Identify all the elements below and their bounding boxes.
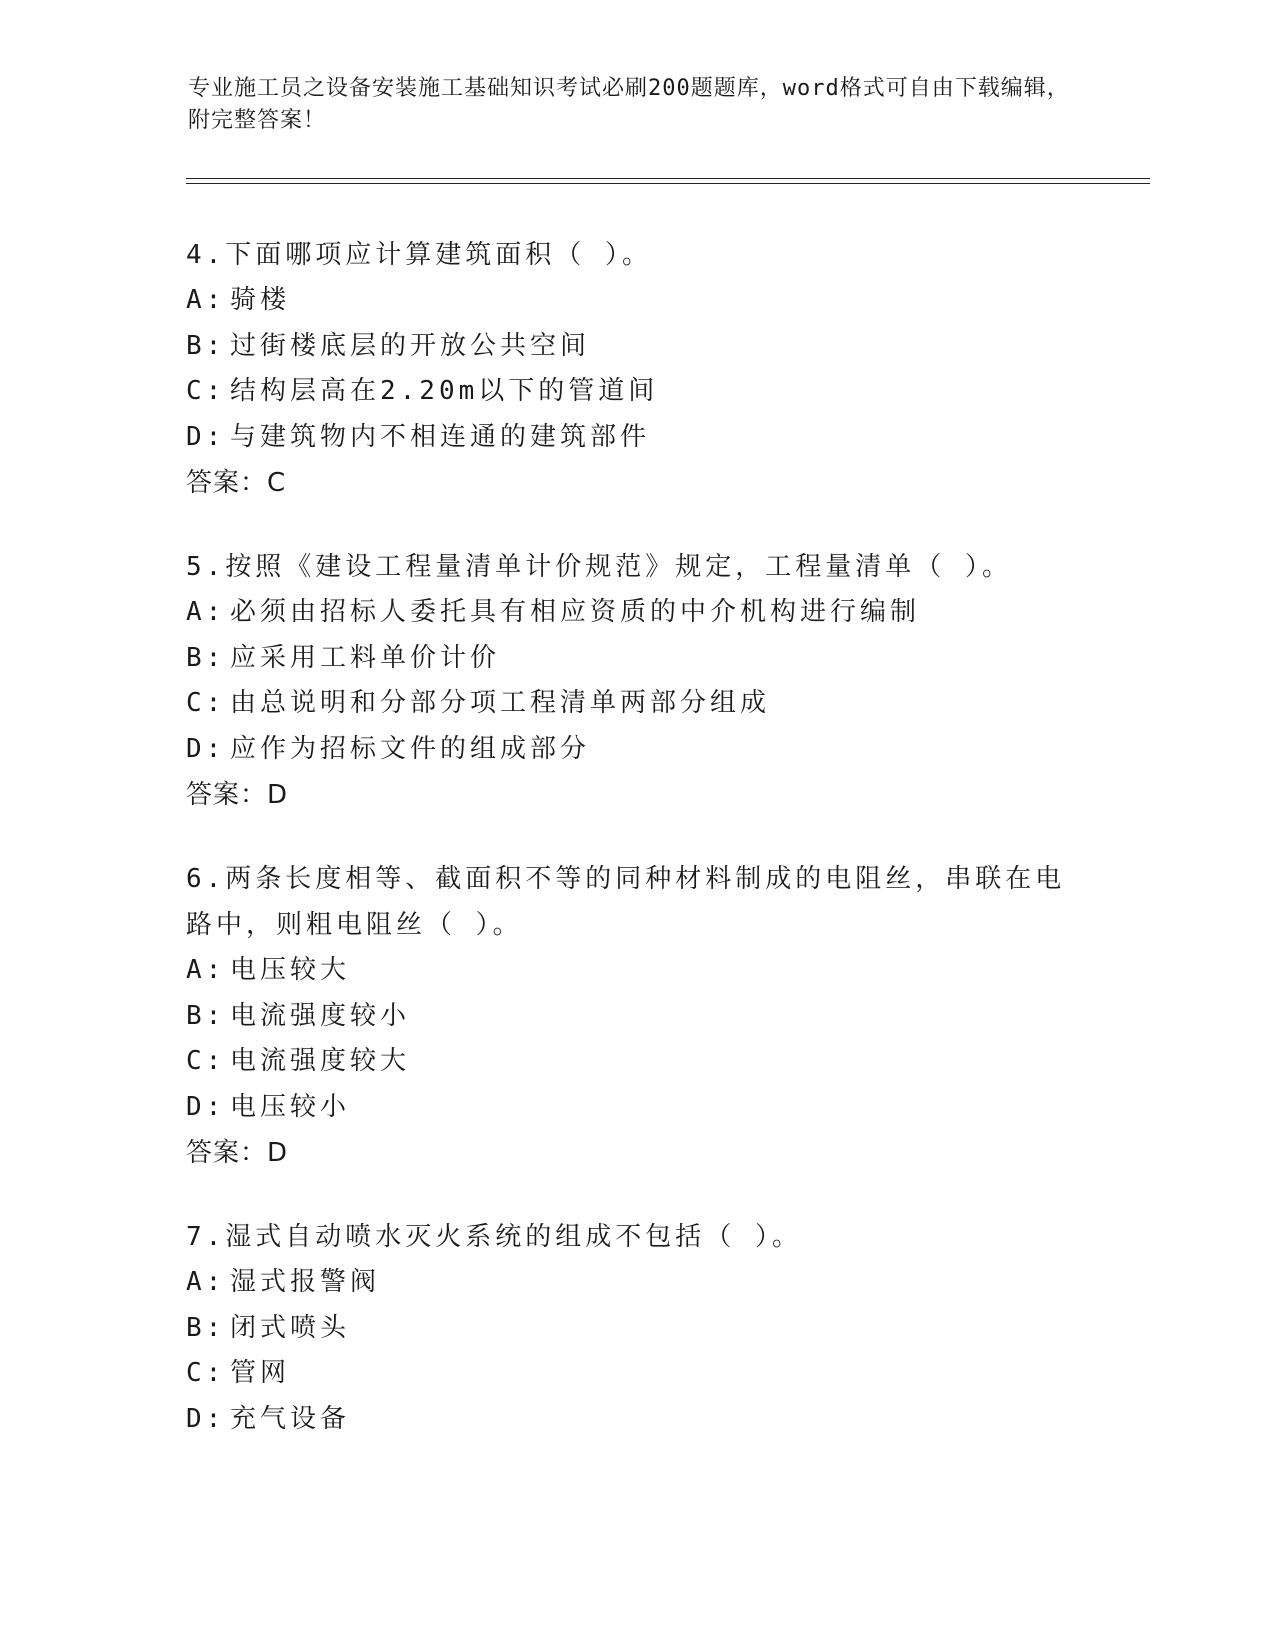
option-b xyxy=(186,1306,1086,1352)
question-stem: 7.湿式自动喷水灭火系统的组成不包括（ ）。 xyxy=(186,1222,802,1252)
option-key: C: xyxy=(186,1358,226,1388)
option-c xyxy=(186,681,1086,727)
option-key: A: xyxy=(186,1267,226,1297)
option-b xyxy=(186,324,1086,370)
option-c xyxy=(186,1039,1086,1085)
question-7 xyxy=(186,1214,1086,1442)
option-text: 电压较小 xyxy=(230,1091,351,1122)
question-4 xyxy=(186,232,1086,506)
option-text: 管网 xyxy=(230,1358,291,1388)
option-key: A: xyxy=(186,955,226,985)
question-stem: 6.两条长度相等、截面积不等的同种材料制成的电阻丝，串联在电路中，则粗电阻丝（ ）。 xyxy=(186,864,1066,940)
option-key: B: xyxy=(186,1000,226,1031)
option-a xyxy=(186,948,1086,994)
option-text: 由总说明和分部分项工程清单两部分组成 xyxy=(230,688,771,718)
option-text: 电压较大 xyxy=(230,955,351,985)
option-key: B: xyxy=(186,642,226,673)
option-text: 过街楼底层的开放公共空间 xyxy=(230,330,591,361)
question-6 xyxy=(186,856,1086,1176)
answer-line: 答案：D xyxy=(186,780,289,810)
option-b xyxy=(186,636,1086,682)
question-stem: 4.下面哪项应计算建筑面积（ ）。 xyxy=(186,240,652,270)
option-text: 必须由招标人委托具有相应资质的中介机构进行编制 xyxy=(230,597,921,627)
option-key: B: xyxy=(186,1312,226,1343)
option-key: C: xyxy=(186,688,226,718)
option-key: D: xyxy=(186,421,226,452)
option-key: D: xyxy=(186,1403,226,1434)
option-d xyxy=(186,1085,1086,1131)
option-text: 结构层高在2.20m以下的管道间 xyxy=(230,376,659,406)
option-text: 闭式喷头 xyxy=(230,1312,351,1343)
option-text: 骑楼 xyxy=(230,285,291,315)
option-a xyxy=(186,590,1086,636)
option-text: 电流强度较大 xyxy=(230,1046,411,1076)
option-text: 应作为招标文件的组成部分 xyxy=(230,733,591,764)
option-a xyxy=(186,278,1086,324)
option-key: C: xyxy=(186,376,226,406)
option-c xyxy=(186,369,1086,415)
option-key: C: xyxy=(186,1046,226,1076)
option-text: 电流强度较小 xyxy=(230,1000,411,1031)
question-stem: 5.按照《建设工程量清单计价规范》规定，工程量清单（ ）。 xyxy=(186,552,1012,582)
option-key: D: xyxy=(186,1091,226,1122)
option-a xyxy=(186,1260,1086,1306)
option-key: A: xyxy=(186,597,226,627)
header-rule-bottom xyxy=(186,183,1150,184)
option-d xyxy=(186,1397,1086,1443)
option-text: 湿式报警阀 xyxy=(230,1267,381,1297)
option-text: 与建筑物内不相连通的建筑部件 xyxy=(230,421,651,452)
header-rule-top xyxy=(186,178,1150,179)
answer-line: 答案：D xyxy=(186,1138,289,1168)
option-d xyxy=(186,727,1086,773)
question-5 xyxy=(186,544,1086,818)
option-text: 充气设备 xyxy=(230,1403,351,1434)
option-key: D: xyxy=(186,733,226,764)
option-key: A: xyxy=(186,285,226,315)
option-key: B: xyxy=(186,330,226,361)
question-list xyxy=(186,232,1086,1480)
answer-line: 答案：C xyxy=(186,468,287,498)
option-b xyxy=(186,994,1086,1040)
document-header: 专业施工员之设备安装施工基础知识考试必刷200题题库，word格式可自由下载编辑，附完整答案！ xyxy=(188,76,1070,133)
option-text: 应采用工料单价计价 xyxy=(230,642,501,673)
option-d xyxy=(186,415,1086,461)
option-c xyxy=(186,1351,1086,1397)
